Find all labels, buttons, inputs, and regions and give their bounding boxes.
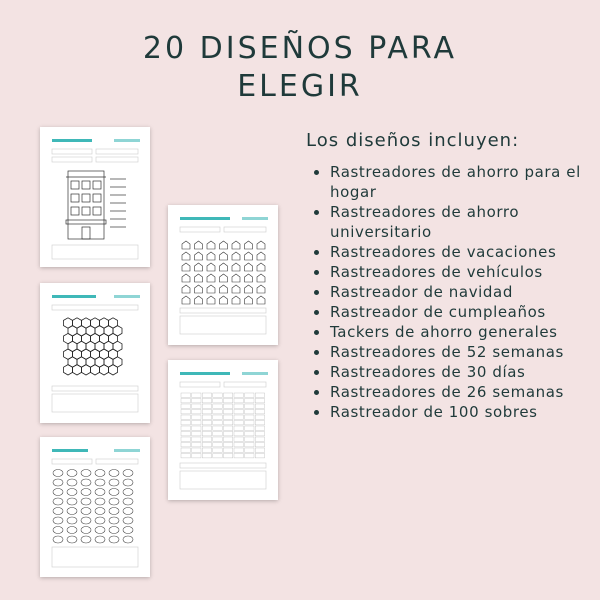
house-icon	[245, 274, 253, 282]
house-icon	[220, 241, 228, 249]
number-cell	[245, 404, 254, 408]
number-cell	[202, 454, 211, 458]
number-cell	[192, 454, 201, 458]
piggy-icon	[123, 498, 133, 505]
number-cell	[234, 415, 243, 419]
number-cell	[255, 421, 264, 425]
piggy-icon	[53, 508, 63, 515]
number-cell	[213, 399, 222, 403]
number-cell	[181, 448, 190, 452]
house-icon	[220, 274, 228, 282]
house-icon	[182, 263, 190, 271]
house-icon	[195, 252, 203, 260]
number-cell	[202, 393, 211, 397]
number-cell	[245, 421, 254, 425]
preview-sheet-houses	[168, 205, 278, 345]
house-icon	[245, 252, 253, 260]
house-icon	[207, 241, 215, 249]
number-cell	[234, 454, 243, 458]
number-cell	[255, 410, 264, 414]
piggy-icon	[81, 527, 91, 534]
number-cell	[255, 448, 264, 452]
list-item: • Rastreador de navidad	[330, 282, 600, 302]
piggy-icon	[123, 517, 133, 524]
piggy-icon	[123, 470, 133, 477]
list-item: • Rastreadores de vehículos	[330, 262, 600, 282]
piggy-icon	[67, 527, 77, 534]
number-cell	[255, 393, 264, 397]
piggy-icon	[81, 489, 91, 496]
piggy-icon	[53, 536, 63, 543]
number-cell	[202, 426, 211, 430]
number-cell	[234, 399, 243, 403]
house-icon	[207, 274, 215, 282]
piggy-icon	[53, 479, 63, 486]
preview-sheet-hexagons	[40, 283, 150, 423]
hexagon-cell	[73, 365, 82, 375]
number-cell	[202, 415, 211, 419]
number-cell	[213, 404, 222, 408]
piggy-icon	[123, 489, 133, 496]
piggy-icon	[109, 527, 119, 534]
number-cell	[213, 426, 222, 430]
house-icon	[207, 296, 215, 304]
house-icon	[245, 241, 253, 249]
house-icon	[220, 252, 228, 260]
house-icon	[232, 296, 240, 304]
piggy-icon	[109, 479, 119, 486]
page-title	[0, 30, 600, 106]
number-cell	[181, 404, 190, 408]
number-cell	[245, 432, 254, 436]
number-cell	[213, 448, 222, 452]
house-icon	[232, 241, 240, 249]
number-cell	[181, 410, 190, 414]
number-cell	[213, 432, 222, 436]
piggy-icon	[95, 508, 105, 515]
house-icon	[232, 263, 240, 271]
number-cell	[192, 426, 201, 430]
number-cell	[255, 404, 264, 408]
house-icon	[182, 252, 190, 260]
house-icon	[220, 296, 228, 304]
number-cell	[245, 426, 254, 430]
number-cell	[255, 399, 264, 403]
house-icon	[257, 241, 265, 249]
piggy-icon	[81, 479, 91, 486]
number-cell	[223, 415, 232, 419]
number-cell	[213, 443, 222, 447]
piggy-icon	[109, 517, 119, 524]
number-cell	[223, 437, 232, 441]
number-cell	[202, 432, 211, 436]
piggy-icon	[109, 536, 119, 543]
number-cell	[192, 410, 201, 414]
number-cell	[181, 454, 190, 458]
piggy-icon	[123, 536, 133, 543]
house-icon	[207, 263, 215, 271]
piggy-icon	[95, 479, 105, 486]
piggy-icon	[53, 489, 63, 496]
piggy-icon	[67, 536, 77, 543]
list-item: • Rastreadores de 52 semanas	[330, 342, 600, 362]
piggy-icon	[53, 517, 63, 524]
number-cell	[192, 393, 201, 397]
list-item: • Rastreadores de 30 días	[330, 362, 600, 382]
piggy-icon	[81, 508, 91, 515]
house-icon	[257, 263, 265, 271]
number-cell	[213, 393, 222, 397]
piggy-icon	[53, 527, 63, 534]
number-cell	[223, 393, 232, 397]
piggy-icon	[95, 489, 105, 496]
house-icon	[195, 285, 203, 293]
number-cell	[255, 443, 264, 447]
number-cell	[223, 443, 232, 447]
house-icon	[245, 285, 253, 293]
number-cell	[181, 432, 190, 436]
piggy-icon	[109, 489, 119, 496]
number-cell	[202, 421, 211, 425]
number-cell	[192, 404, 201, 408]
piggy-icon	[67, 489, 77, 496]
number-cell	[223, 432, 232, 436]
piggy-icon	[81, 536, 91, 543]
piggy-icon	[95, 536, 105, 543]
number-cell	[181, 437, 190, 441]
number-cell	[181, 426, 190, 430]
number-cell	[255, 415, 264, 419]
house-icon	[195, 263, 203, 271]
house-icon	[245, 263, 253, 271]
features-list	[310, 162, 600, 422]
number-cell	[192, 432, 201, 436]
piggy-icon	[123, 479, 133, 486]
piggy-icon	[109, 508, 119, 515]
house-icon	[195, 274, 203, 282]
house-icon	[182, 296, 190, 304]
number-cell	[245, 448, 254, 452]
number-cell	[234, 393, 243, 397]
house-icon	[220, 285, 228, 293]
piggy-icon	[81, 470, 91, 477]
hexagon-cell	[91, 365, 100, 375]
house-icon	[257, 274, 265, 282]
number-cell	[213, 421, 222, 425]
list-item: • Rastreador de 100 sobres	[330, 402, 600, 422]
preview-sheet-numbers	[168, 360, 278, 500]
piggy-icon	[109, 470, 119, 477]
piggy-icon	[81, 517, 91, 524]
number-cell	[181, 393, 190, 397]
number-cell	[192, 421, 201, 425]
house-icon	[257, 296, 265, 304]
number-cell	[192, 437, 201, 441]
number-cell	[234, 432, 243, 436]
house-tracker-thumbnail	[40, 127, 150, 267]
number-cell	[202, 443, 211, 447]
number-cell	[223, 404, 232, 408]
house-icon	[182, 274, 190, 282]
number-cell	[245, 393, 254, 397]
house-icon	[220, 263, 228, 271]
number-cell	[223, 399, 232, 403]
number-cell	[245, 443, 254, 447]
number-cell	[202, 437, 211, 441]
piggy-icon	[67, 517, 77, 524]
house-icon	[232, 252, 240, 260]
number-cell	[255, 437, 264, 441]
house-icon	[195, 241, 203, 249]
house-icon	[182, 285, 190, 293]
number-cell	[202, 410, 211, 414]
house-icon	[232, 285, 240, 293]
list-item: • Rastreadores de ahorro universitario	[330, 202, 600, 242]
hexagon-cell	[100, 365, 109, 375]
list-item: • Rastreadores de 26 semanas	[330, 382, 600, 402]
house-icon	[207, 285, 215, 293]
number-cell	[234, 426, 243, 430]
number-cell	[202, 404, 211, 408]
house-icon	[232, 274, 240, 282]
number-cell	[234, 410, 243, 414]
number-cell	[192, 443, 201, 447]
piggy-icon	[95, 517, 105, 524]
piggy-icon	[67, 508, 77, 515]
houses-tracker-thumbnail	[168, 205, 278, 345]
number-cell	[234, 443, 243, 447]
hexagon-cell	[109, 365, 118, 375]
piggy-icon	[67, 479, 77, 486]
house-icon	[207, 252, 215, 260]
piggy-icon	[81, 498, 91, 505]
title-line-2: ELEGIR	[237, 69, 363, 104]
preview-sheet-piggy	[40, 437, 150, 577]
hexagon-cell	[64, 365, 73, 375]
house-icon	[257, 252, 265, 260]
number-cell	[234, 404, 243, 408]
number-cell	[202, 448, 211, 452]
piggy-icon	[95, 498, 105, 505]
number-cell	[223, 421, 232, 425]
list-item: • Tackers de ahorro generales	[330, 322, 600, 342]
piggy-icon	[109, 498, 119, 505]
number-cell	[234, 437, 243, 441]
number-cell	[213, 437, 222, 441]
list-item: • Rastreador de cumpleaños	[330, 302, 600, 322]
piggy-icon	[95, 527, 105, 534]
piggy-icon	[53, 470, 63, 477]
number-cell	[245, 454, 254, 458]
piggy-icon	[53, 498, 63, 505]
piggy-icon	[67, 498, 77, 505]
piggy-icon	[95, 470, 105, 477]
number-cell	[181, 415, 190, 419]
number-cell	[245, 415, 254, 419]
number-cell	[234, 421, 243, 425]
number-cell	[192, 415, 201, 419]
number-cell	[192, 399, 201, 403]
piggy-icon	[123, 508, 133, 515]
number-cell	[181, 443, 190, 447]
number-cell	[213, 415, 222, 419]
number-cell	[181, 421, 190, 425]
piggy-icon	[67, 470, 77, 477]
house-icon	[195, 296, 203, 304]
number-cell	[223, 410, 232, 414]
number-cell	[234, 448, 243, 452]
house-icon	[182, 241, 190, 249]
number-cell	[245, 399, 254, 403]
number-cell	[245, 410, 254, 414]
number-tracker-thumbnail	[168, 360, 278, 500]
list-item: • Rastreadores de vacaciones	[330, 242, 600, 262]
number-cell	[213, 410, 222, 414]
number-cell	[223, 426, 232, 430]
piggy-icon	[123, 527, 133, 534]
number-cell	[192, 448, 201, 452]
number-cell	[223, 454, 232, 458]
list-item: • Rastreadores de ahorro para el hogar	[330, 162, 600, 202]
number-cell	[255, 454, 264, 458]
hexagon-cell	[82, 365, 91, 375]
number-cell	[255, 426, 264, 430]
preview-sheet-house	[40, 127, 150, 267]
house-icon	[245, 296, 253, 304]
piggy-tracker-thumbnail	[40, 437, 150, 577]
number-cell	[213, 454, 222, 458]
number-cell	[223, 448, 232, 452]
number-cell	[255, 432, 264, 436]
number-cell	[181, 399, 190, 403]
number-cell	[245, 437, 254, 441]
hexagon-tracker-thumbnail	[40, 283, 150, 423]
title-line-1: 20 DISEÑOS PARA	[142, 31, 458, 66]
number-cell	[202, 399, 211, 403]
house-icon	[257, 285, 265, 293]
designs-subtitle: Los diseños incluyen:	[306, 130, 520, 151]
